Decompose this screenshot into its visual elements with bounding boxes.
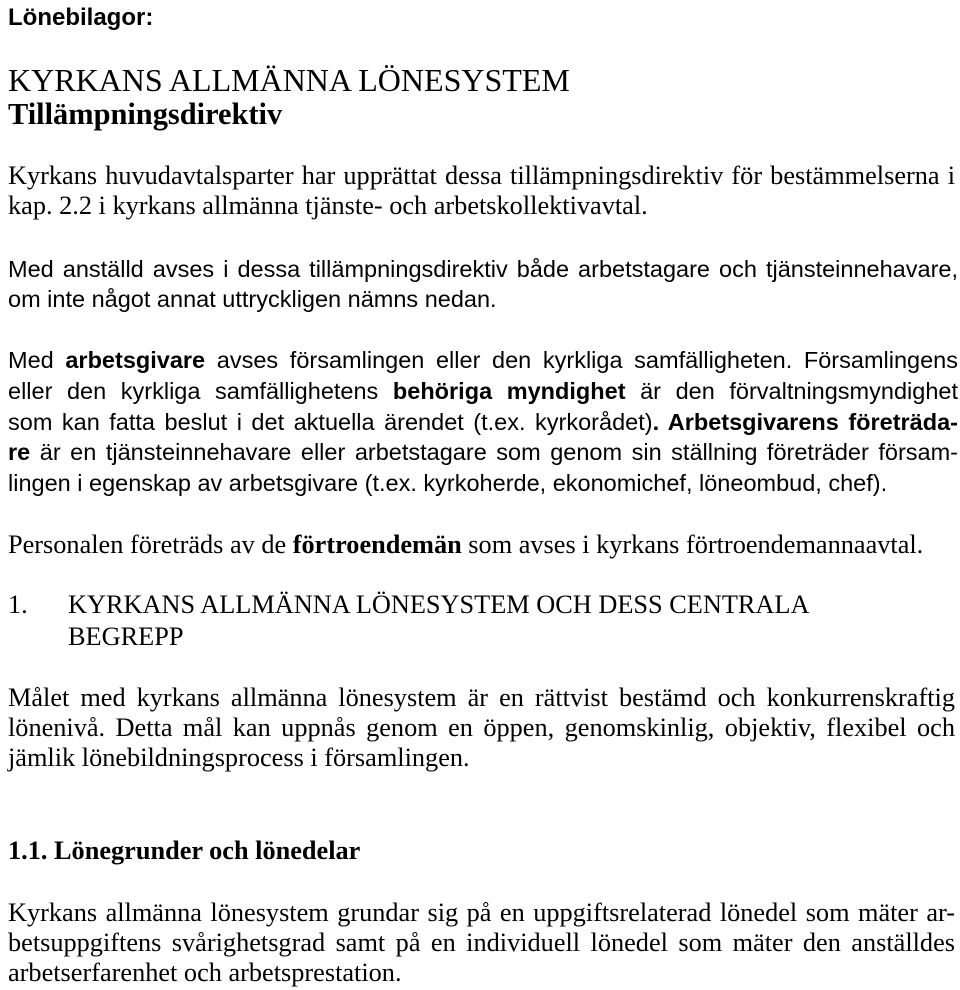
paragraph-line	[8, 437, 958, 468]
section-1-1-heading: 1.1. Lönegrunder och lönedelar	[8, 836, 361, 865]
section-title	[68, 589, 809, 653]
appendix-label: Lönebilagor:	[8, 4, 154, 31]
paragraph-line: jämlik lönebildningsprocess i församlingen.	[8, 743, 470, 772]
intro-paragraph	[8, 161, 955, 221]
paragraph-line: Med anställd avses i dessa tillämpningsdirektiv både arbetstagare och tjänsteinnehavare,	[8, 256, 958, 282]
paragraph-line	[8, 345, 958, 376]
employer-definition-paragraph	[8, 345, 958, 499]
line-text: Personalen företräds av de	[8, 530, 293, 559]
bold-term-union-representatives: förtroendemän	[292, 530, 462, 559]
paragraph-line: betsuppgiftens svårighetsgrad samt på en individuell lönedel som mäter den anställdes	[8, 928, 955, 957]
section-title-line: BEGREPP	[68, 622, 184, 651]
line-text: Med	[8, 347, 66, 373]
section-number: 1.	[8, 590, 28, 619]
line-text: som avses i kyrkans förtroendemannaavtal.	[461, 530, 924, 559]
bold-term-employer: arbetsgivare	[65, 347, 206, 373]
paragraph-line	[8, 376, 958, 407]
paragraph-line: kap. 2.2 i kyrkans allmänna tjänste- och arbetskollektivavtal.	[8, 191, 648, 220]
paragraph-line: om inte något annat uttryckligen nämns nedan.	[8, 286, 497, 312]
representatives-paragraph	[8, 530, 955, 560]
paragraph-line	[8, 530, 955, 560]
line-text: avses församlingen eller den kyrkliga samfälligheten. Församlingens	[205, 347, 958, 373]
document-subtitle: Tillämpningsdirektiv	[8, 97, 283, 131]
bold-term-employer-representative: . Arbetsgivarens företräda-	[652, 408, 958, 435]
paragraph-line: Kyrkans huvudavtalsparter har upprättat dessa tillämpningsdirektiv för bestämmelserna i	[8, 161, 955, 190]
paragraph-line: arbetserfarenhet och arbetsprestation.	[8, 958, 402, 987]
section-title-line: KYRKANS ALLMÄNNA LÖNESYSTEM OCH DESS CENTRALA	[68, 590, 810, 619]
section-1-paragraph	[8, 683, 955, 773]
bold-term-competent-authority: behöriga myndighet	[392, 377, 626, 404]
line-text: är den förvaltningsmyndighet	[625, 377, 958, 404]
document-title: KYRKANS ALLMÄNNA LÖNESYSTEM	[8, 62, 570, 98]
line-text: eller den kyrkliga samfällighetens	[8, 377, 393, 404]
line-text: lingen i egenskap av arbetsgivare (t.ex. kyrkoherde, ekonomichef, löneombud, chef).	[8, 470, 888, 496]
paragraph-line: lönenivå. Detta mål kan uppnås genom en öppen, genomskinlig, objektiv, flexibel och	[8, 713, 955, 742]
section-1-1-paragraph	[8, 898, 955, 988]
paragraph-line	[8, 407, 958, 438]
paragraph-line	[8, 468, 958, 499]
line-text: är en tjänsteinnehavare eller arbetstagare som genom sin ställning företräder försam-	[30, 439, 958, 466]
employee-definition-paragraph	[8, 254, 958, 314]
line-text: som kan fatta beslut i det aktuella ärendet (t.ex. kyrkorådet)	[8, 408, 653, 435]
bold-term-employer-representative-cont: re	[8, 439, 31, 466]
paragraph-line: Kyrkans allmänna lönesystem grundar sig på en uppgiftsrelaterad lönedel som mäter ar-	[8, 898, 955, 927]
paragraph-line: Målet med kyrkans allmänna lönesystem är en rättvist bestämd och konkurrenskraftig	[8, 683, 955, 712]
